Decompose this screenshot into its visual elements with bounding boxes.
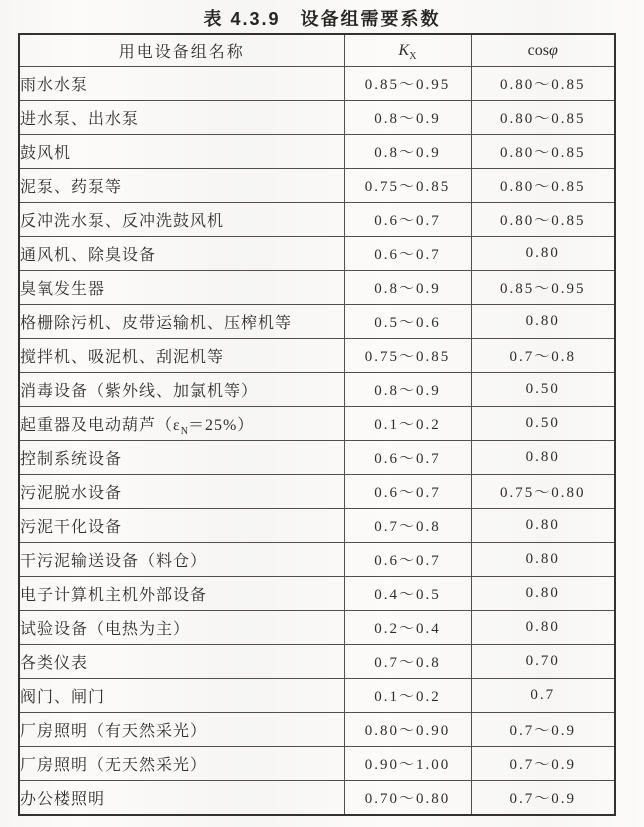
- cos-label: cos: [527, 41, 549, 59]
- kx-value-cell: 0.2～0.4: [344, 611, 471, 645]
- kx-value-cell: 0.85～0.95: [344, 67, 471, 101]
- table-row: [19, 509, 615, 543]
- cosphi-value-cell: 0.50: [471, 407, 615, 441]
- cosphi-value-cell: 0.80～0.85: [471, 67, 615, 101]
- cosphi-value-cell: 0.80～0.85: [471, 169, 615, 203]
- kx-value-cell: 0.6～0.7: [344, 475, 471, 509]
- equipment-name-cell: 污泥干化设备: [19, 509, 344, 543]
- equipment-name-cell: 污泥脱水设备: [19, 475, 344, 509]
- equipment-name-cell: 格栅除污机、皮带运输机、压榨机等: [19, 305, 344, 339]
- table-row: [19, 203, 615, 237]
- cosphi-value-cell: 0.80: [471, 611, 615, 645]
- kx-value-cell: 0.6～0.7: [344, 203, 471, 237]
- cosphi-value-cell: 0.80: [471, 305, 615, 339]
- table-title: 表 4.3.9 设备组需要系数: [203, 9, 441, 29]
- kx-value-cell: 0.6～0.7: [344, 543, 471, 577]
- equipment-name-cell: 臭氧发生器: [19, 271, 344, 305]
- table-row: [19, 781, 615, 816]
- table-row: [19, 441, 615, 475]
- cosphi-value-cell: 0.80: [471, 509, 615, 543]
- kx-value-cell: 0.80～0.90: [344, 713, 471, 747]
- table-row: [19, 577, 615, 611]
- kx-value-cell: 0.6～0.7: [344, 441, 471, 475]
- table-row: [19, 271, 615, 305]
- cosphi-value-cell: 0.85～0.95: [471, 271, 615, 305]
- equipment-name-cell: 起重器及电动葫芦$(\varepsilon_N=25\%)$: [19, 407, 344, 441]
- equipment-name-cell: 厂房照明（有天然采光）: [19, 713, 344, 747]
- cosphi-value-cell: 0.80～0.85: [471, 135, 615, 169]
- cosphi-value-cell: 0.7: [471, 679, 615, 713]
- table-row: [19, 237, 615, 271]
- cosphi-value-cell: 0.75～0.80: [471, 475, 615, 509]
- kx-value-cell: 0.7～0.8: [344, 509, 471, 543]
- table-row: [19, 679, 615, 713]
- equipment-name-cell: 通风机、除臭设备: [19, 237, 344, 271]
- kx-value-cell: 0.8～0.9: [344, 373, 471, 407]
- equipment-name-cell: 反冲洗水泵、反冲洗鼓风机: [19, 203, 344, 237]
- equipment-name-cell: 进水泵、出水泵: [19, 101, 344, 135]
- col-header-equipment-label: 用电设备组名称: [118, 44, 245, 61]
- kx-value-cell: 0.7～0.8: [344, 645, 471, 679]
- cosphi-value-cell: 0.80～0.85: [471, 203, 615, 237]
- table-row: [19, 67, 615, 101]
- cosphi-value-cell: 0.7～0.9: [471, 747, 615, 781]
- cosphi-value-cell: 0.7～0.9: [471, 713, 615, 747]
- cosphi-value-cell: 0.80: [471, 577, 615, 611]
- kx-value-cell: 0.5～0.6: [344, 305, 471, 339]
- table-row: [19, 169, 615, 203]
- table-row: [19, 339, 615, 373]
- kx-symbol: K: [398, 41, 410, 59]
- kx-subscript: X: [409, 50, 417, 62]
- cosphi-value-cell: 0.7～0.9: [471, 781, 615, 816]
- table-row: [19, 747, 615, 781]
- table-row: [19, 475, 615, 509]
- table-row: [19, 305, 615, 339]
- equipment-name-cell: 鼓风机: [19, 135, 344, 169]
- kx-value-cell: 0.4～0.5: [344, 577, 471, 611]
- cosphi-value-cell: 0.80: [471, 237, 615, 271]
- phi-symbol: φ: [548, 41, 558, 59]
- table-row: [19, 373, 615, 407]
- kx-value-cell: 0.1～0.2: [344, 679, 471, 713]
- cosphi-value-cell: 0.80: [471, 543, 615, 577]
- table-row: [19, 543, 615, 577]
- kx-value-cell: 0.8～0.9: [344, 135, 471, 169]
- equipment-name-cell: 泥泵、药泵等: [19, 169, 344, 203]
- table-body: [19, 67, 615, 816]
- equipment-name-cell: 控制系统设备: [19, 441, 344, 475]
- equipment-name-cell: 干污泥输送设备（料仓）: [19, 543, 344, 577]
- cosphi-value-cell: 0.80～0.85: [471, 101, 615, 135]
- table-row: [19, 713, 615, 747]
- kx-value-cell: 0.8～0.9: [344, 101, 471, 135]
- header-row: [19, 34, 615, 67]
- cosphi-value-cell: 0.70: [471, 645, 615, 679]
- kx-value-cell: 0.1～0.2: [344, 407, 471, 441]
- equipment-name-cell: 厂房照明（无天然采光）: [19, 747, 344, 781]
- col-header-cosphi: [471, 34, 615, 67]
- equipment-name-cell: 试验设备（电热为主）: [19, 611, 344, 645]
- cosphi-value-cell: 0.80: [471, 441, 615, 475]
- table-row: [19, 101, 615, 135]
- table-row: [19, 645, 615, 679]
- equipment-name-cell: 搅拌机、吸泥机、刮泥机等: [19, 339, 344, 373]
- equipment-name-cell: 电子计算机主机外部设备: [19, 577, 344, 611]
- kx-value-cell: 0.6～0.7: [344, 237, 471, 271]
- equipment-name-cell: 办公楼照明: [19, 781, 344, 816]
- cosphi-value-cell: 0.7～0.8: [471, 339, 615, 373]
- kx-value-cell: 0.70～0.80: [344, 781, 471, 816]
- kx-value-cell: 0.8～0.9: [344, 271, 471, 305]
- kx-value-cell: 0.75～0.85: [344, 169, 471, 203]
- equipment-name-cell: 消毒设备（紫外线、加氯机等）: [19, 373, 344, 407]
- demand-coefficient-table: [18, 33, 616, 816]
- equipment-name-cell: 阀门、闸门: [19, 679, 344, 713]
- equipment-name-cell: 雨水水泵: [19, 67, 344, 101]
- cosphi-value-cell: 0.50: [471, 373, 615, 407]
- col-header-equipment-name: [19, 34, 344, 67]
- equipment-name-cell: 各类仪表: [19, 645, 344, 679]
- kx-value-cell: 0.75～0.85: [344, 339, 471, 373]
- kx-value-cell: 0.90～1.00: [344, 747, 471, 781]
- table-row: [19, 135, 615, 169]
- table-row: [19, 611, 615, 645]
- table-row: [19, 407, 615, 441]
- col-header-kx: [344, 34, 471, 67]
